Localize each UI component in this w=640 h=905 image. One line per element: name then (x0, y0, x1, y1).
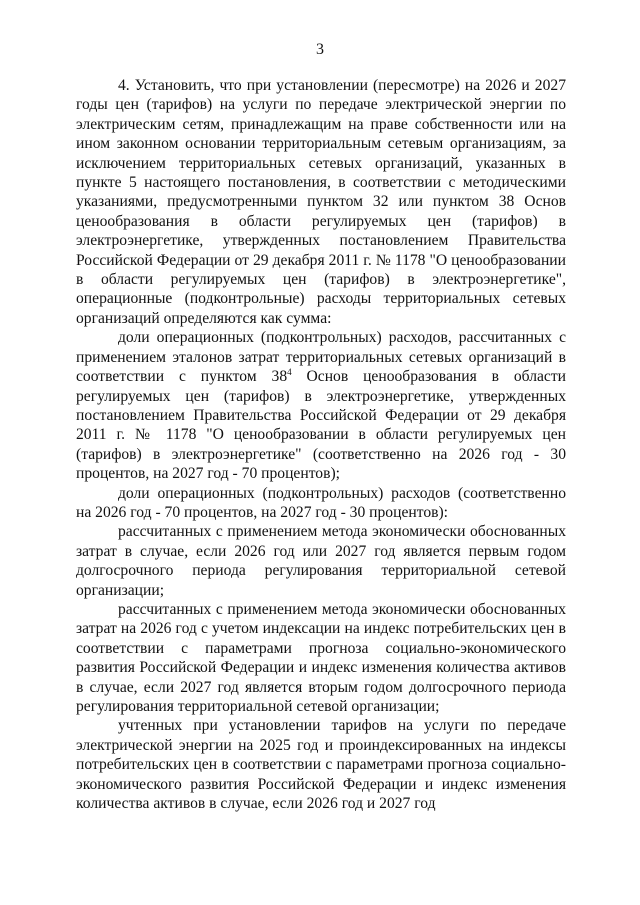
page-number: 3 (316, 41, 324, 58)
paragraph-share-operational-costs: доли операционных (подконтрольных) расходов (соответственно на 2026 год - 70 процентов, на 2027 год - 30 процентов): (76, 484, 566, 521)
paragraph-second-year-case: рассчитанных с применением метода экономически обоснованных затрат на 2026 год с учетом индексации на индекс потребительских цен в соответствии с параметрами прогноза социально-экономического развития Российской Федерации и индекс изменения количества активов в случае, если 2027 год является вторым годом долгосрочного периода регулирования территориальной сетевой организации; (76, 600, 566, 715)
paragraph-4: 4. Установить, что при установлении (пересмотре) на 2026 и 2027 годы цен (тарифов) на услуги по передаче электрической энергии по электрическим сетям, принадлежащим на праве собственности или на ином законном основании территориальным сетевым организациям, за исключением территориальных сетевых организаций, указанных в пункте 5 настоящего постановления, в соответствии с методическими указаниями, предусмотренными пунктом 32 или пунктом 38 Основ ценообразования в области регулируемых цен (тарифов) в электроэнергетике, утвержденных постановлением Правительства Российской Федерации от 29 декабря 2011 г. № 1178 "О ценообразовании в области регулируемых цен (тарифов) в электроэнергетике", операционные (подконтрольные) расходы территориальных сетевых организаций определяются как сумма: (76, 77, 566, 327)
paragraph-first-year-case: рассчитанных с применением метода экономически обоснованных затрат в случае, если 2026 год или 2027 год является первым годом долгосрочного периода регулирования территориальной сетевой организации; (76, 523, 566, 599)
document-body (76, 76, 566, 813)
paragraph-share-reference-costs (76, 328, 566, 483)
paragraph-indexed-tariffs-case: учтенных при установлении тарифов на услуги по передаче электрической энергии на 2025 год и проиндексированных на индексы потребительских цен в соответствии с параметрами прогноза социально-экономического развития Российской Федерации и индекс изменения количества активов в случае, если 2026 год и 2027 год (76, 717, 566, 813)
paragraph-text: доли операционных (подконтрольных) расходов, рассчитанных с применением эталонов затрат территориальных сетевых организаций в соответствии с пунктом 38 (76, 329, 566, 386)
paragraph-text-tail: Основ ценообразования в области регулируемых цен (тарифов) в электроэнергетике, утвержденных постановлением Правительства Российской Федерации от 29 декабря 2011 г. № 1178 "О ценообразовании в области регулируемых цен (тарифов) в электроэнергетике" (соответственно на 2026 год - 30 процентов, на 2027 год - 70 процентов); (76, 368, 567, 483)
superscript-marker: 4 (287, 366, 292, 377)
